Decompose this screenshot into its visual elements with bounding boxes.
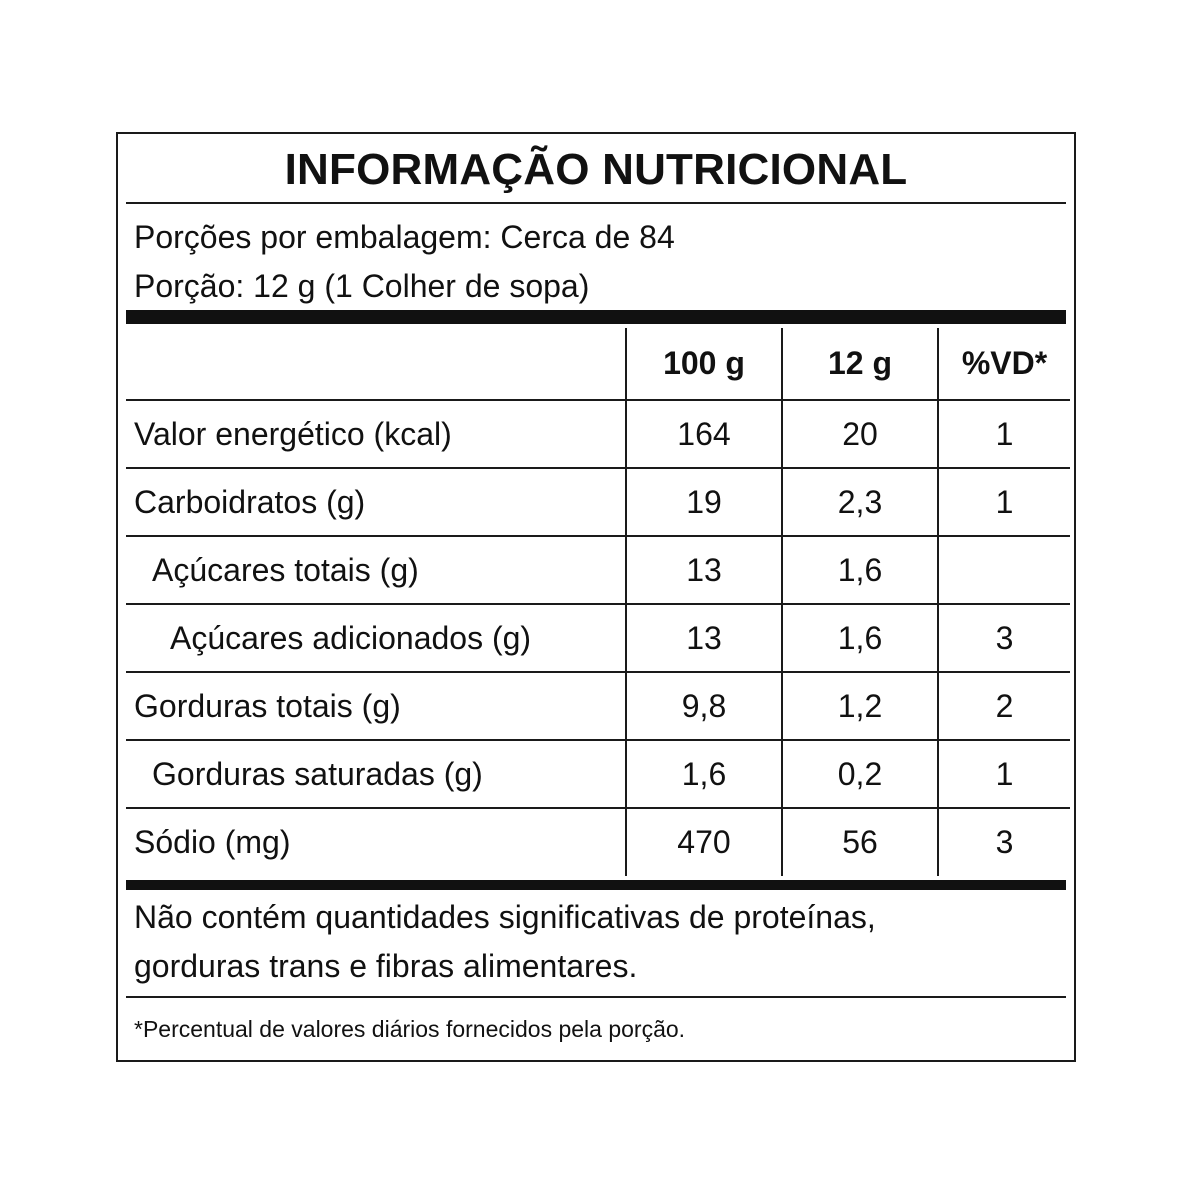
value-per-100g: 9,8 (626, 672, 782, 740)
value-daily-value: 1 (938, 400, 1070, 468)
header-blank (126, 328, 626, 400)
value-per-portion: 2,3 (782, 468, 938, 536)
footnote-divider (126, 996, 1066, 998)
note-line-1: Não contém quantidades significativas de proteínas, (134, 899, 876, 935)
table-bottom-thick-divider (126, 880, 1066, 890)
value-per-100g: 13 (626, 604, 782, 672)
title-divider (126, 202, 1066, 204)
footnote: *Percentual de valores diários fornecidos pela porção. (134, 1016, 686, 1042)
header-thick-divider (126, 310, 1066, 324)
value-per-portion: 1,6 (782, 536, 938, 604)
value-per-portion: 1,2 (782, 672, 938, 740)
value-per-portion: 56 (782, 808, 938, 876)
nutrition-facts-panel (116, 132, 1076, 1062)
nutrition-table (126, 328, 1070, 876)
table-row (126, 400, 1070, 468)
header-per-portion: 12 g (782, 328, 938, 400)
value-daily-value: 2 (938, 672, 1070, 740)
note-line-2: gorduras trans e fibras alimentares. (134, 948, 638, 984)
value-per-100g: 19 (626, 468, 782, 536)
value-per-portion: 20 (782, 400, 938, 468)
value-per-portion: 0,2 (782, 740, 938, 808)
panel-title: INFORMAÇÃO NUTRICIONAL (284, 145, 908, 194)
value-daily-value: 1 (938, 740, 1070, 808)
value-per-100g: 1,6 (626, 740, 782, 808)
value-per-100g: 13 (626, 536, 782, 604)
nutrient-name: Açúcares totais (g) (126, 536, 626, 604)
value-daily-value: 3 (938, 604, 1070, 672)
nutrient-name: Açúcares adicionados (g) (126, 604, 626, 672)
servings-per-package: Porções por embalagem: Cerca de 84 (134, 219, 675, 255)
table-row (126, 604, 1070, 672)
value-per-100g: 164 (626, 400, 782, 468)
table-row (126, 808, 1070, 876)
value-daily-value: 3 (938, 808, 1070, 876)
table-row (126, 536, 1070, 604)
table-row (126, 468, 1070, 536)
table-header-row (126, 328, 1070, 400)
serving-size: Porção: 12 g (1 Colher de sopa) (134, 268, 590, 304)
value-per-portion: 1,6 (782, 604, 938, 672)
table-row (126, 672, 1070, 740)
nutrient-name: Valor energético (kcal) (126, 400, 626, 468)
nutrient-name: Gorduras saturadas (g) (126, 740, 626, 808)
value-daily-value: 1 (938, 468, 1070, 536)
nutrient-name: Sódio (mg) (134, 824, 291, 860)
nutrient-name: Gorduras totais (g) (126, 672, 626, 740)
nutrient-name: Carboidratos (g) (126, 468, 626, 536)
value-per-100g: 470 (626, 808, 782, 876)
header-daily-value: %VD* (938, 328, 1070, 400)
header-per-100g: 100 g (626, 328, 782, 400)
table-row (126, 740, 1070, 808)
value-daily-value (938, 536, 1070, 604)
